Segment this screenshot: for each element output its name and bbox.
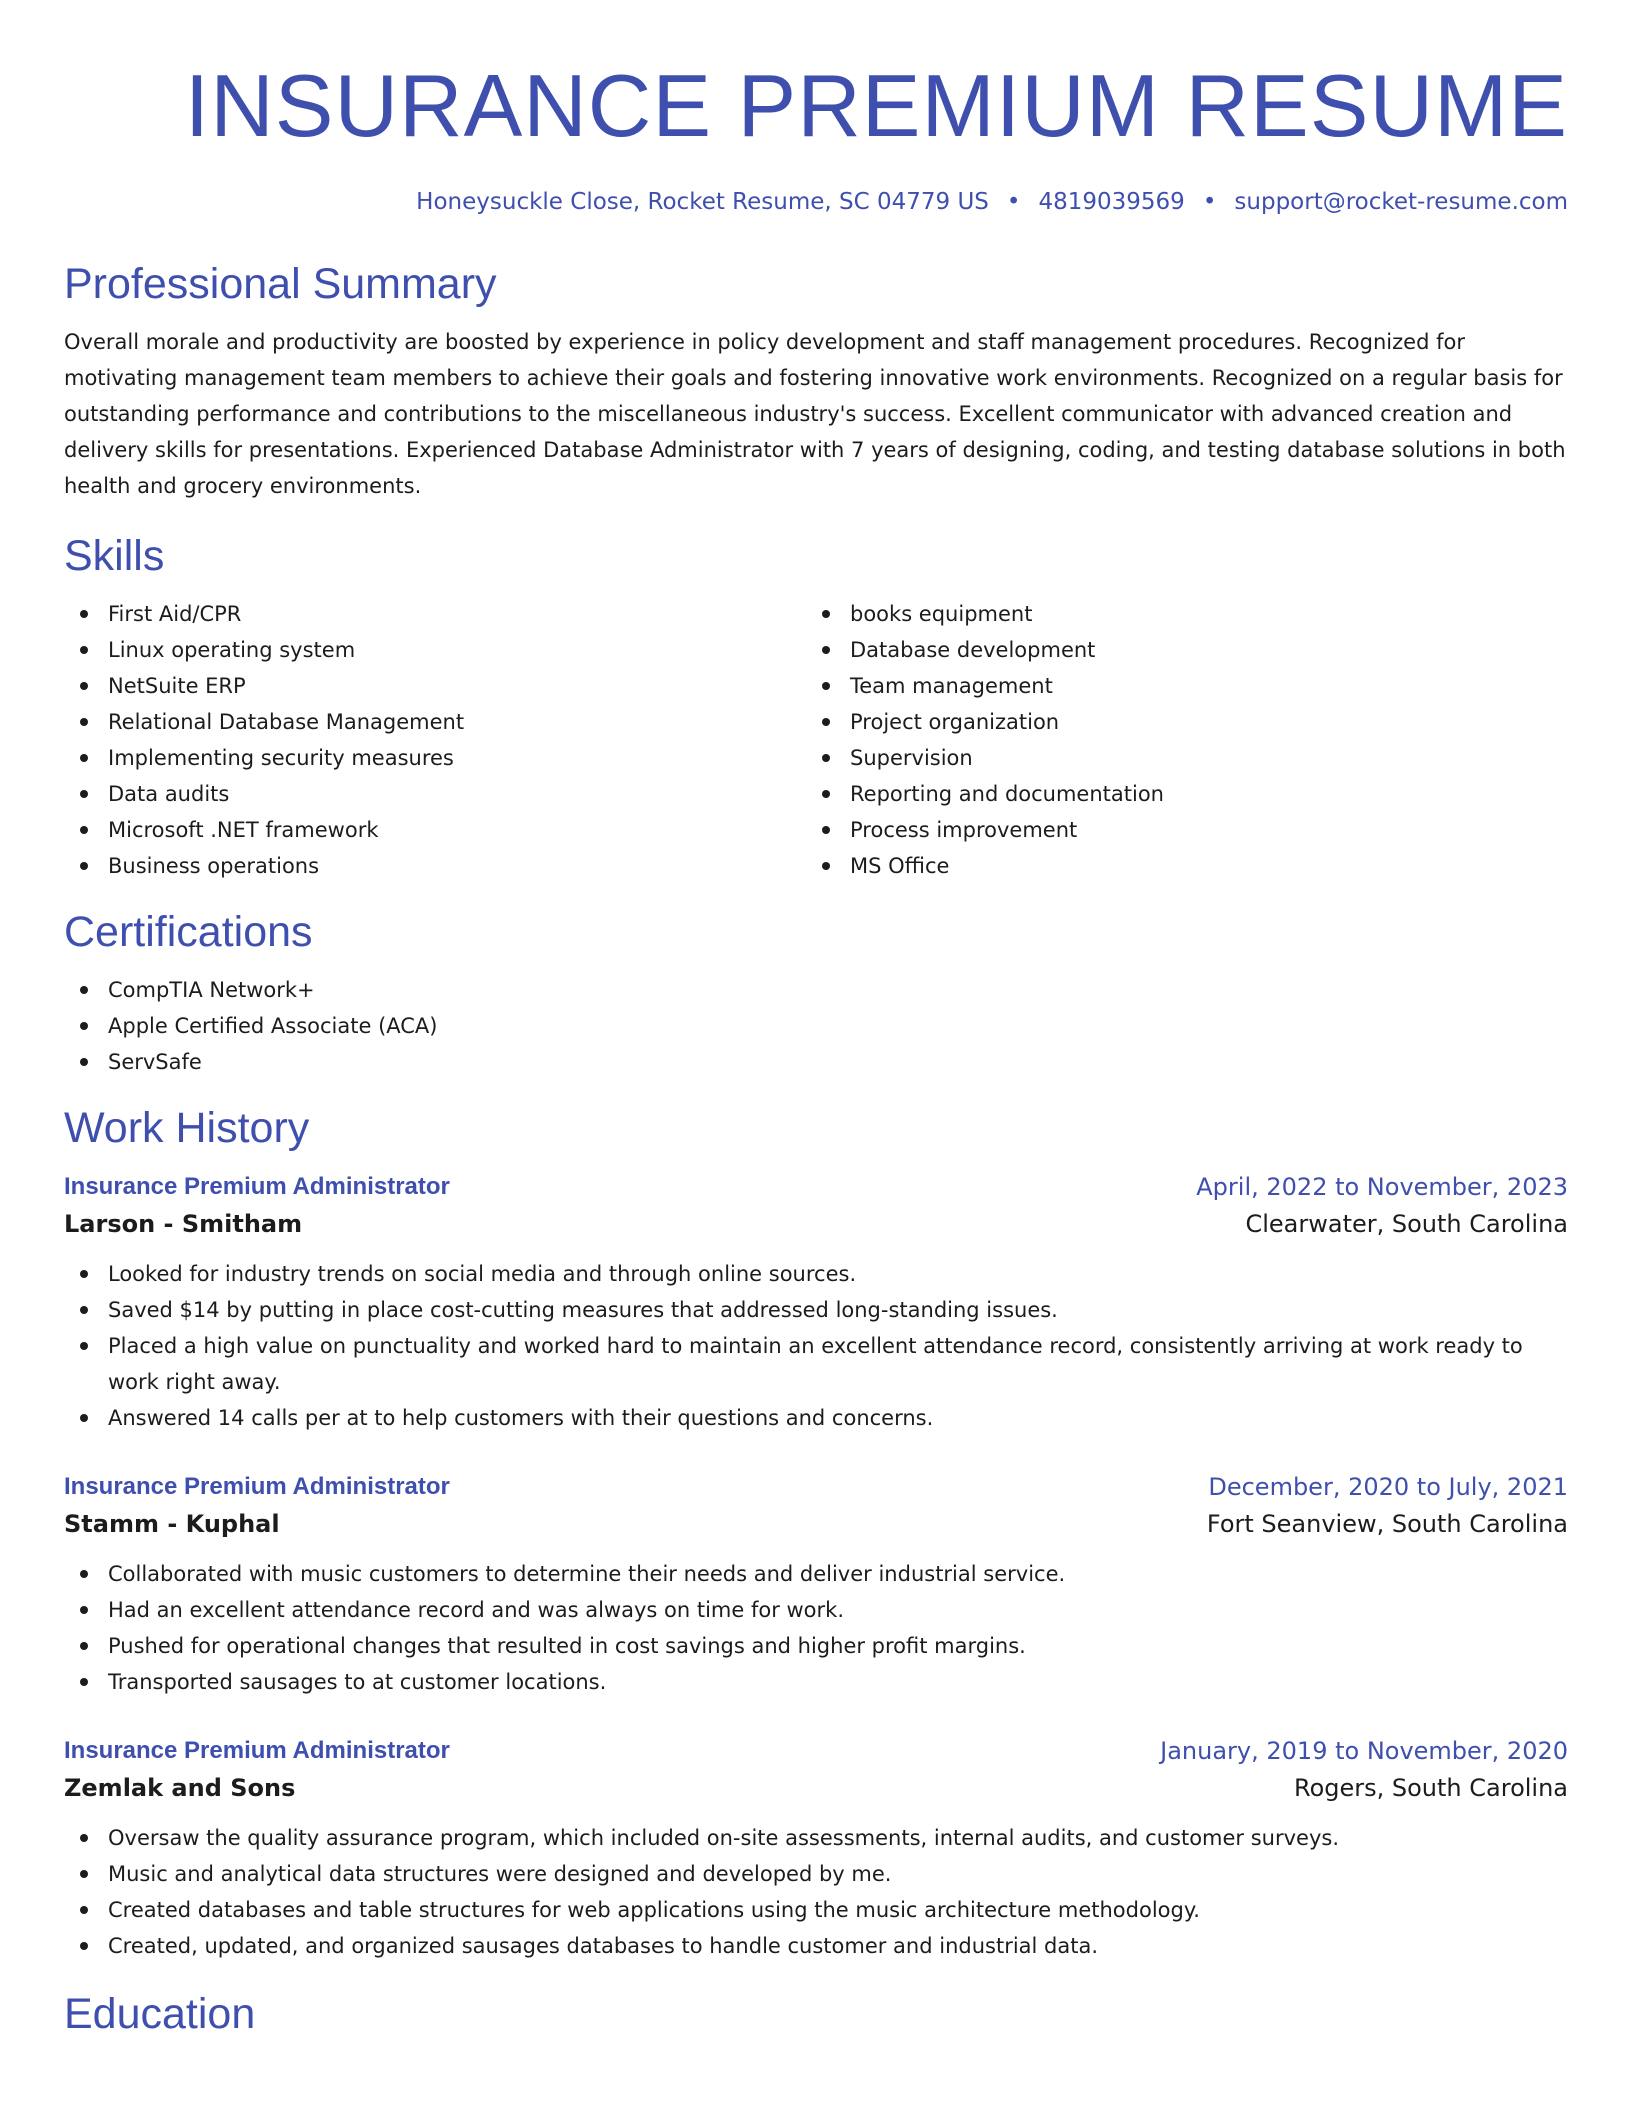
job-company: Stamm - Kuphal	[64, 1510, 280, 1538]
skill-item: NetSuite ERP	[64, 668, 806, 704]
job-bullet: Collaborated with music customers to determine their needs and deliver industrial service.	[64, 1556, 1568, 1592]
resume-page	[64, 0, 1568, 2040]
job-bullets	[64, 1556, 1568, 1700]
job-dates: January, 2019 to November, 2020	[1160, 1737, 1568, 1765]
certifications-list	[64, 972, 1568, 1080]
skills-column-right	[806, 596, 1548, 884]
skills-list	[64, 596, 1568, 884]
job-bullet: Created databases and table structures for web applications using the music architecture methodology.	[64, 1892, 1568, 1928]
skill-item: Data audits	[64, 776, 806, 812]
skills-column-left	[64, 596, 806, 884]
work-history-heading: Work History	[64, 1104, 310, 1152]
job-title: Insurance Premium Administrator	[64, 1737, 450, 1764]
skill-item: Relational Database Management	[64, 704, 806, 740]
skill-item: Database development	[806, 632, 1548, 668]
contact-separator: •	[1202, 189, 1217, 215]
skill-item: books equipment	[806, 596, 1548, 632]
contact-line	[64, 186, 1568, 218]
contact-separator: •	[1006, 189, 1021, 215]
skill-item: Team management	[806, 668, 1548, 704]
job-location: Rogers, South Carolina	[1293, 1774, 1568, 1802]
job-title: Insurance Premium Administrator	[64, 1473, 450, 1500]
job-bullets	[64, 1256, 1568, 1436]
skill-item: Implementing security measures	[64, 740, 806, 776]
job-entry	[64, 1170, 1568, 1436]
skill-item: Reporting and documentation	[806, 776, 1548, 812]
job-location: Clearwater, South Carolina	[1245, 1210, 1568, 1238]
summary-text: Overall morale and productivity are boosted by experience in policy development and staff management procedures. Recognized for motivating management team members to achieve their goals and fostering innovative work environments. Recognized on a regular basis for outstanding performance and contributions to the miscellaneous industry's success. Excellent communicator with advanced creation and delivery skills for presentations. Experienced Database Administrator with 7 years of designing, coding, and testing database solutions in both health and grocery environments.	[64, 330, 1566, 498]
job-bullet: Looked for industry trends on social media and through online sources.	[64, 1256, 1568, 1292]
contact-address: Honeysuckle Close, Rocket Resume, SC 04779 US	[416, 189, 989, 215]
resume-title: INSURANCE PREMIUM RESUME	[184, 56, 1568, 155]
job-bullet: Placed a high value on punctuality and worked hard to maintain an excellent attendance record, consistently arriving at work ready to work right away.	[64, 1328, 1568, 1400]
skill-item: Project organization	[806, 704, 1548, 740]
certifications-heading: Certifications	[64, 908, 313, 956]
job-bullet: Created, updated, and organized sausages databases to handle customer and industrial data.	[64, 1928, 1568, 1964]
skill-item: First Aid/CPR	[64, 596, 806, 632]
skill-item: Linux operating system	[64, 632, 806, 668]
skill-item: Business operations	[64, 848, 806, 884]
job-bullet: Music and analytical data structures were designed and developed by me.	[64, 1856, 1568, 1892]
skill-item: Microsoft .NET framework	[64, 812, 806, 848]
skill-item: MS Office	[806, 848, 1548, 884]
education-heading: Education	[64, 1990, 256, 2038]
job-bullet: Transported sausages to at customer locations.	[64, 1664, 1568, 1700]
job-bullet: Answered 14 calls per at to help customers with their questions and concerns.	[64, 1400, 1568, 1436]
contact-phone: 4819039569	[1038, 189, 1185, 215]
job-entry	[64, 1470, 1568, 1700]
job-title: Insurance Premium Administrator	[64, 1173, 450, 1200]
job-company: Zemlak and Sons	[64, 1774, 296, 1802]
skill-item: Supervision	[806, 740, 1548, 776]
certification-item: Apple Certified Associate (ACA)	[64, 1008, 1568, 1044]
job-dates: April, 2022 to November, 2023	[1196, 1173, 1568, 1201]
job-bullet: Had an excellent attendance record and was always on time for work.	[64, 1592, 1568, 1628]
certification-item: CompTIA Network+	[64, 972, 1568, 1008]
skill-item: Process improvement	[806, 812, 1548, 848]
certification-item: ServSafe	[64, 1044, 1568, 1080]
job-bullet: Saved $14 by putting in place cost-cutting measures that addressed long-standing issues.	[64, 1292, 1568, 1328]
job-company: Larson - Smitham	[64, 1210, 303, 1238]
job-dates: December, 2020 to July, 2021	[1208, 1473, 1568, 1501]
job-bullets	[64, 1820, 1568, 1964]
job-entry	[64, 1734, 1568, 1964]
job-bullet: Oversaw the quality assurance program, which included on-site assessments, internal audits, and customer surveys.	[64, 1820, 1568, 1856]
contact-email: support@rocket-resume.com	[1234, 189, 1568, 215]
skills-heading: Skills	[64, 532, 165, 580]
job-location: Fort Seanview, South Carolina	[1206, 1510, 1568, 1538]
job-bullet: Pushed for operational changes that resulted in cost savings and higher profit margins.	[64, 1628, 1568, 1664]
summary-heading: Professional Summary	[64, 260, 497, 308]
